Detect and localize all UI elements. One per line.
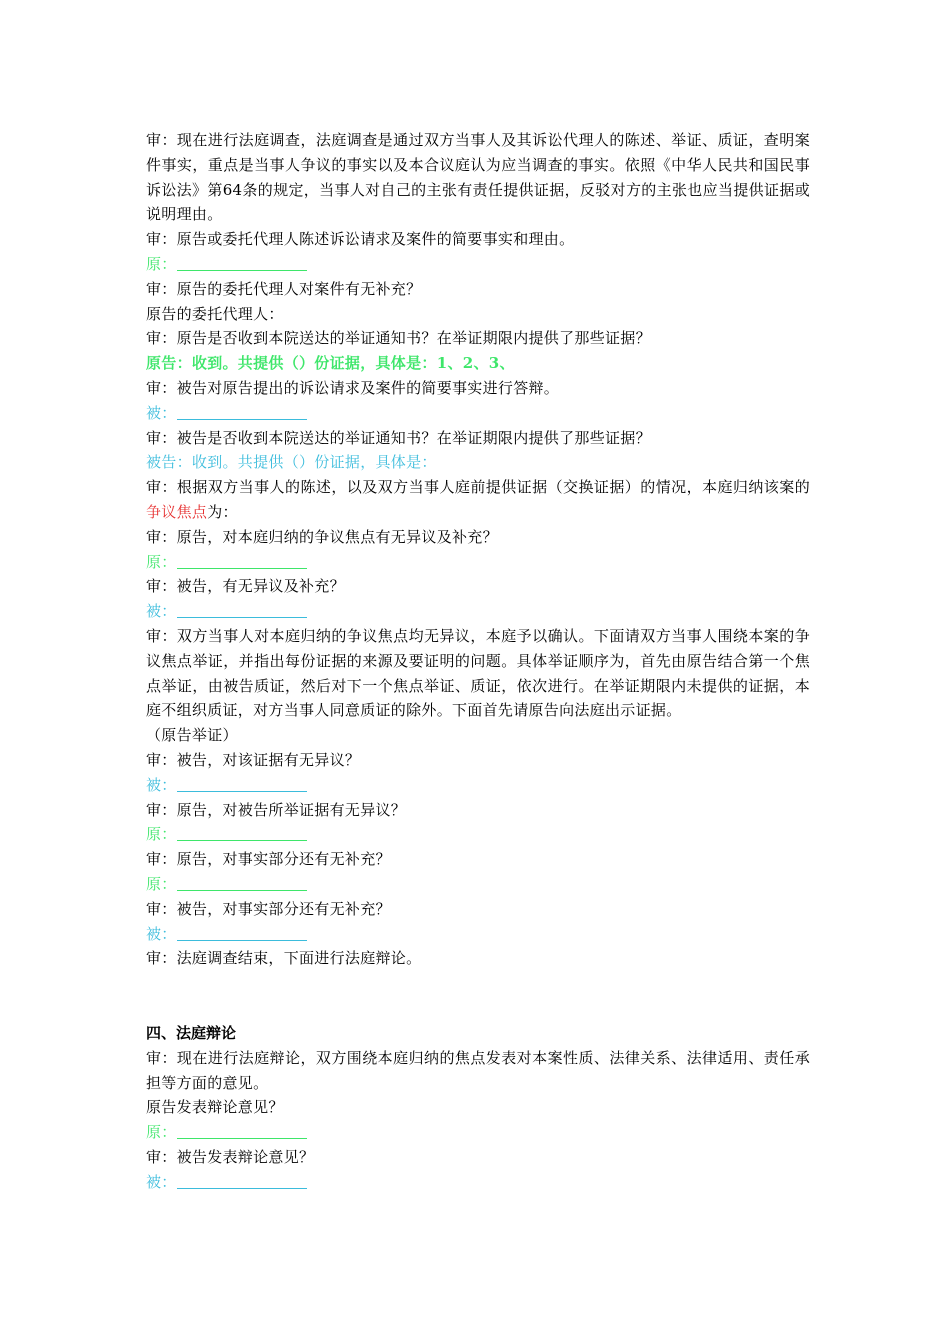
- defendant-evidence-line: 被告：收到。共提供（）份证据，具体是：: [146, 453, 437, 472]
- plaintiff-answer: [146, 1120, 810, 1145]
- defendant-label: 被：: [146, 775, 177, 794]
- plaintiff-label: 原：: [146, 825, 177, 844]
- judge-line: 审：法庭调查结束，下面进行法庭辩论。: [146, 949, 422, 968]
- dispute-focus-line: [146, 475, 810, 525]
- court-investigation-intro: 审：现在进行法庭调查，法庭调查是通过双方当事人及其诉讼代理人的陈述、举证、质证，查明案件事实，重点是当事人争议的事实以及本合议庭认为应当调查的事实。依照《中华人民共和国民事诉讼法》第64条的规定，当事人对自己的主张有责任提供证据，反驳对方的主张也应当提供证据或说明理由。: [146, 131, 810, 224]
- answer-blank[interactable]: [177, 1123, 307, 1139]
- answer-blank[interactable]: [177, 602, 307, 618]
- defendant-answer: [146, 1170, 810, 1195]
- judge-line: 审：被告，对事实部分还有无补充？: [146, 899, 391, 918]
- dispute-focus-highlight: 争议焦点: [146, 502, 208, 521]
- judge-line: 审：被告，有无异议及补充？: [146, 577, 345, 596]
- judge-line: 审：原告的委托代理人对案件有无补充？: [146, 279, 422, 298]
- plaintiff-evidence-line: 原告：收到。共提供（）份证据，具体是：1、2、3、: [146, 354, 515, 373]
- judge-line: 审：被告，对该证据有无异议？: [146, 750, 361, 769]
- plaintiff-answer: [146, 872, 810, 897]
- debate-intro: 审：现在进行法庭辩论，双方围绕本庭归纳的焦点发表对本案性质、法律关系、法律适用、责任承担等方面的意见。: [146, 1048, 810, 1092]
- answer-blank[interactable]: [177, 553, 307, 569]
- dispute-focus-tail: 为：: [207, 502, 238, 521]
- answer-blank[interactable]: [177, 925, 307, 941]
- answer-blank[interactable]: [177, 875, 307, 891]
- defendant-label: 被：: [146, 1172, 177, 1191]
- dispute-focus-text: 审：根据双方当事人的陈述，以及双方当事人庭前提供证据（交换证据）的情况，本庭归纳该案的: [146, 478, 810, 497]
- agent-line: 原告的委托代理人：: [146, 304, 284, 323]
- plaintiff-answer: [146, 252, 810, 277]
- plaintiff-answer: [146, 822, 810, 847]
- defendant-label: 被：: [146, 602, 177, 621]
- judge-line: 审：原告是否收到本院送达的举证通知书？在举证期限内提供了那些证据？: [146, 329, 651, 348]
- judge-line: 审：原告，对本庭归纳的争议焦点有无异议及补充？: [146, 527, 498, 546]
- plaintiff-label: 原：: [146, 254, 177, 273]
- answer-blank[interactable]: [177, 404, 307, 420]
- evidence-procedure-paragraph: 审：双方当事人对本庭归纳的争议焦点均无异议，本庭予以确认。下面请双方当事人围绕本案的争议焦点举证，并指出每份证据的来源及要证明的问题。具体举证顺序为，首先由原告结合第一个焦点举证，由被告质证，然后对下一个焦点举证、质证，依次进行。在举证期限内未提供的证据，本庭不组织质证，对方当事人同意质证的除外。下面首先请原告向法庭出示证据。: [146, 626, 810, 720]
- plaintiff-label: 原：: [146, 874, 177, 893]
- judge-line: 审：原告或委托代理人陈述诉讼请求及案件的简要事实和理由。: [146, 230, 575, 249]
- judge-line: 审：原告，对事实部分还有无补充？: [146, 850, 391, 869]
- judge-line: 审：被告发表辩论意见？: [146, 1148, 315, 1167]
- judge-line: 原告发表辩论意见？: [146, 1098, 284, 1117]
- plaintiff-label: 原：: [146, 552, 177, 571]
- answer-blank[interactable]: [177, 776, 307, 792]
- section-heading: 四、法庭辩论: [146, 1024, 237, 1043]
- defendant-answer: [146, 599, 810, 624]
- document-page: [146, 128, 810, 1195]
- judge-line: 审：被告对原告提出的诉讼请求及案件的简要事实进行答辩。: [146, 378, 560, 397]
- judge-line: 审：原告，对被告所举证据有无异议？: [146, 800, 407, 819]
- section-gap: [146, 971, 810, 1021]
- defendant-answer: [146, 773, 810, 798]
- defendant-label: 被：: [146, 924, 177, 943]
- answer-blank[interactable]: [177, 1173, 307, 1189]
- defendant-answer: [146, 922, 810, 947]
- answer-blank[interactable]: [177, 255, 307, 271]
- plaintiff-label: 原：: [146, 1123, 177, 1142]
- answer-blank[interactable]: [177, 825, 307, 841]
- judge-line: 审：被告是否收到本院送达的举证通知书？在举证期限内提供了那些证据？: [146, 428, 651, 447]
- defendant-label: 被：: [146, 403, 177, 422]
- plaintiff-evidence-note: （原告举证）: [146, 726, 238, 745]
- plaintiff-answer: [146, 550, 810, 575]
- defendant-answer: [146, 401, 810, 426]
